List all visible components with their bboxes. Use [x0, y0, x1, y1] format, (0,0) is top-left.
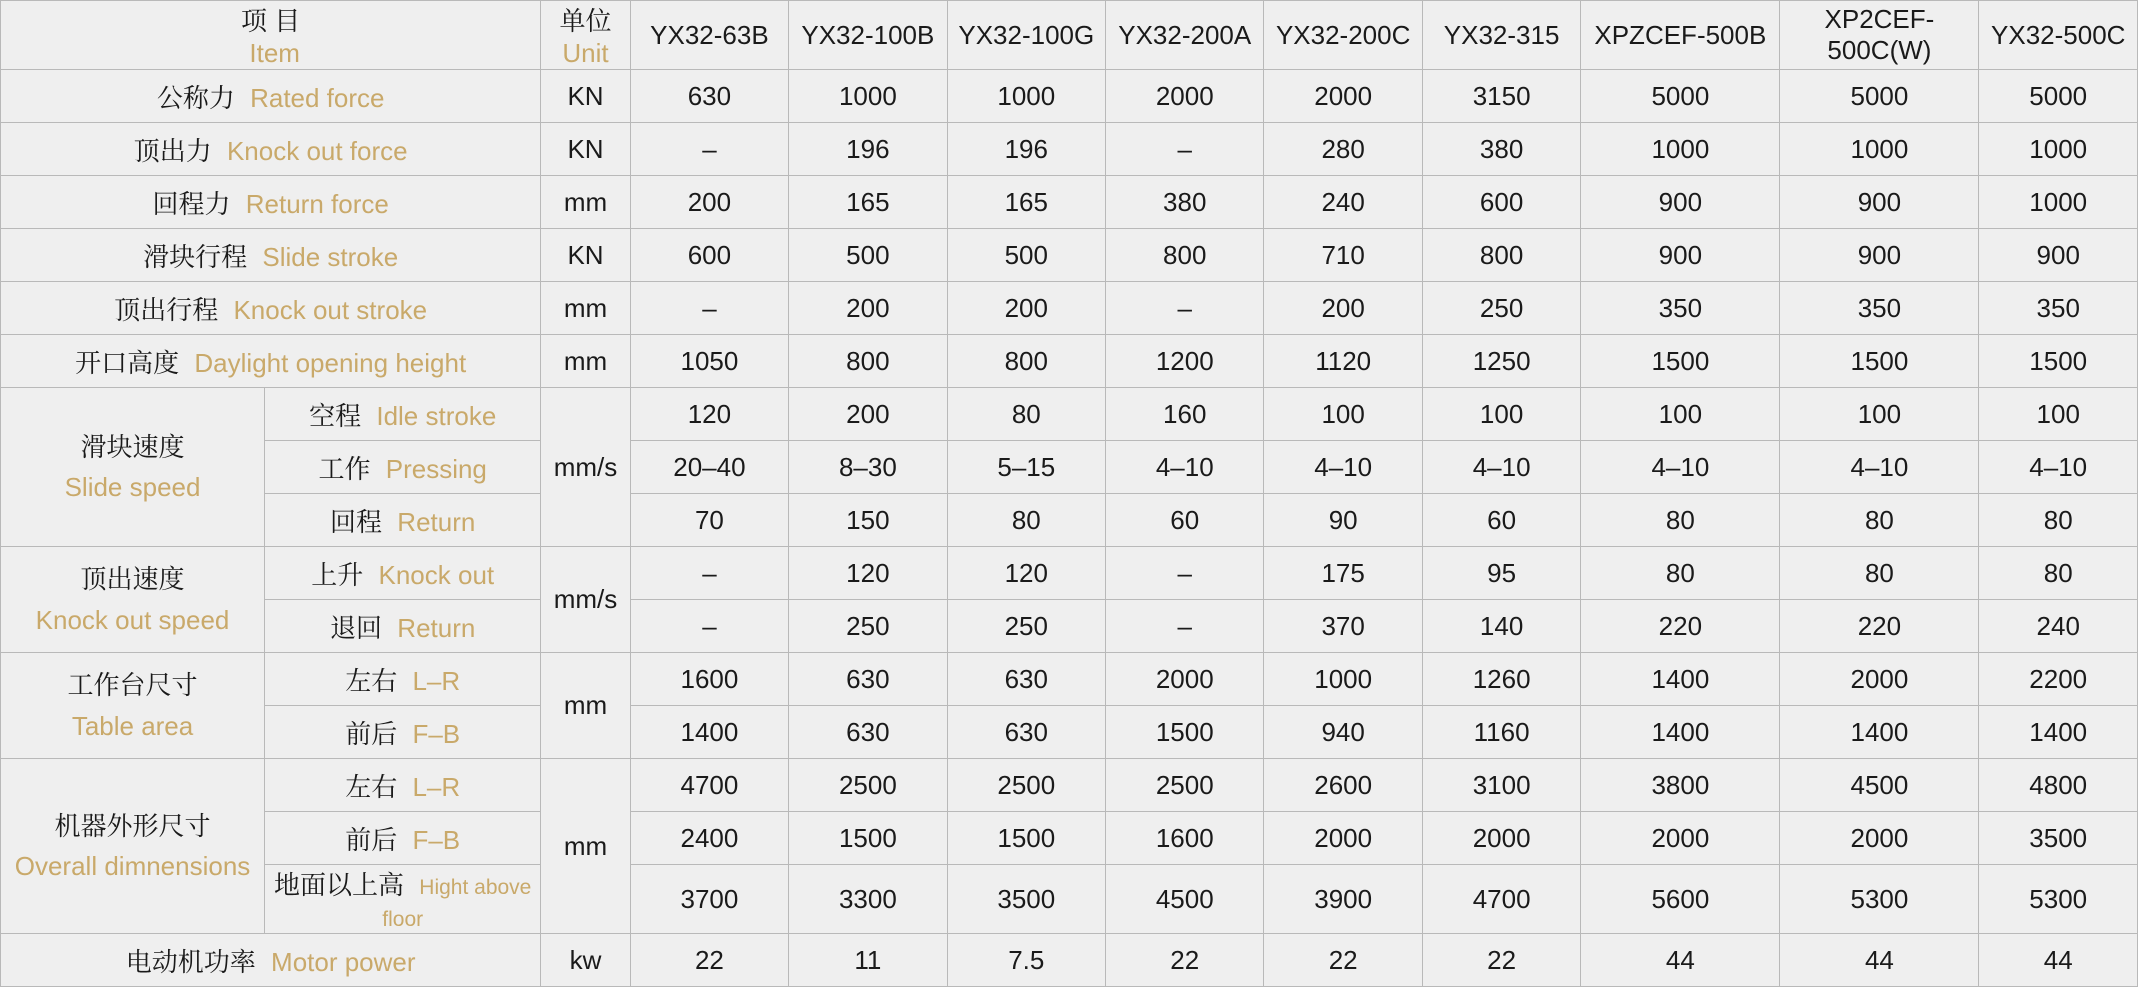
header-model-2: YX32-100G: [947, 1, 1105, 70]
cell-value: 95: [1422, 547, 1580, 600]
row-label-en: Return force: [245, 188, 389, 219]
cell-value: 2000: [1780, 653, 1979, 706]
cell-value: 900: [1780, 176, 1979, 229]
cell-value: 1500: [1581, 335, 1780, 388]
cell-value: 2400: [630, 812, 788, 865]
cell-value: 250: [947, 600, 1105, 653]
cell-value: 2000: [1106, 653, 1264, 706]
cell-value: 100: [1264, 388, 1422, 441]
cell-value: 2000: [1422, 812, 1580, 865]
cell-value: 1250: [1422, 335, 1580, 388]
cell-value: 1500: [947, 812, 1105, 865]
cell-value: 1600: [1106, 812, 1264, 865]
table-row: [1, 653, 2138, 706]
cell-value: 5300: [1979, 865, 2138, 934]
subrow-label-en: F–B: [412, 718, 461, 749]
cell-value: 11: [789, 934, 947, 987]
cell-value: 4500: [1780, 759, 1979, 812]
cell-value: 3500: [1979, 812, 2138, 865]
row-label: [1, 229, 541, 282]
row-label-cn: 电动机功率: [125, 946, 256, 977]
cell-value: 5000: [1780, 70, 1979, 123]
cell-value: 900: [1581, 229, 1780, 282]
cell-value: 200: [1264, 282, 1422, 335]
header-model-7: XP2CEF-500C(W): [1780, 1, 1979, 70]
subrow-label-en: Return: [397, 612, 476, 643]
cell-value: 900: [1581, 176, 1780, 229]
subrow-label: [265, 441, 541, 494]
cell-value: 5300: [1780, 865, 1979, 934]
row-label-cn: 滑块行程: [143, 241, 248, 272]
cell-value: 800: [1422, 229, 1580, 282]
table-row: [1, 759, 2138, 812]
cell-value: 8–30: [789, 441, 947, 494]
subrow-label: [265, 388, 541, 441]
cell-value: 630: [630, 70, 788, 123]
cell-value: 1050: [630, 335, 788, 388]
cell-value: 4800: [1979, 759, 2138, 812]
subrow-label-en: L–R: [412, 771, 461, 802]
cell-value: 1400: [1581, 706, 1780, 759]
cell-value: 80: [1581, 547, 1780, 600]
cell-value: 1000: [1780, 123, 1979, 176]
group-unit: mm: [541, 653, 630, 759]
cell-value: 630: [947, 653, 1105, 706]
cell-value: –: [1106, 600, 1264, 653]
subrow-label: [265, 759, 541, 812]
header-model-5: YX32-315: [1422, 1, 1580, 70]
cell-value: 80: [1780, 547, 1979, 600]
cell-value: 7.5: [947, 934, 1105, 987]
cell-value: 220: [1581, 600, 1780, 653]
cell-value: 5–15: [947, 441, 1105, 494]
header-model-0: YX32-63B: [630, 1, 788, 70]
cell-value: 1000: [1979, 176, 2138, 229]
cell-value: –: [1106, 123, 1264, 176]
group-unit: mm/s: [541, 388, 630, 547]
cell-value: 800: [1106, 229, 1264, 282]
subrow-label: [265, 812, 541, 865]
cell-value: 630: [789, 653, 947, 706]
cell-value: 4–10: [1979, 441, 2138, 494]
cell-value: 600: [1422, 176, 1580, 229]
cell-value: 500: [789, 229, 947, 282]
group-label-cn: 工作台尺寸: [67, 670, 198, 701]
table-row: [1, 335, 2138, 388]
table-row: [1, 123, 2138, 176]
group-label-en: Knock out speed: [35, 604, 230, 635]
row-label-en: Daylight opening height: [194, 347, 467, 378]
table-row: [1, 494, 2138, 547]
cell-value: 2000: [1106, 70, 1264, 123]
cell-value: 120: [789, 547, 947, 600]
cell-value: 1500: [1106, 706, 1264, 759]
subrow-label: [265, 865, 541, 934]
subrow-label: [265, 706, 541, 759]
cell-value: 100: [1979, 388, 2138, 441]
cell-value: 140: [1422, 600, 1580, 653]
cell-value: 60: [1106, 494, 1264, 547]
cell-value: 4500: [1106, 865, 1264, 934]
cell-value: 175: [1264, 547, 1422, 600]
table-row: [1, 812, 2138, 865]
table-row: [1, 706, 2138, 759]
row-label-en: Rated force: [250, 82, 385, 113]
cell-value: 150: [789, 494, 947, 547]
cell-value: –: [630, 123, 788, 176]
row-label: [1, 934, 541, 987]
cell-value: 380: [1422, 123, 1580, 176]
table-row: [1, 547, 2138, 600]
cell-value: 5000: [1581, 70, 1780, 123]
cell-value: 80: [1979, 547, 2138, 600]
cell-value: 2500: [947, 759, 1105, 812]
subrow-label-cn: 上升: [311, 559, 364, 590]
table-row: [1, 441, 2138, 494]
table-row: [1, 282, 2138, 335]
subrow-label-en: Knock out: [378, 559, 495, 590]
subrow-label: [265, 547, 541, 600]
cell-value: 3500: [947, 865, 1105, 934]
group-unit: mm/s: [541, 547, 630, 653]
subrow-label-cn: 退回: [330, 612, 383, 643]
row-label-cn: 开口高度: [75, 347, 180, 378]
cell-value: 1500: [1780, 335, 1979, 388]
cell-value: 250: [1422, 282, 1580, 335]
row-unit: mm: [541, 176, 630, 229]
cell-value: 120: [947, 547, 1105, 600]
cell-value: 80: [1780, 494, 1979, 547]
cell-value: 80: [947, 388, 1105, 441]
cell-value: 630: [947, 706, 1105, 759]
cell-value: 4–10: [1780, 441, 1979, 494]
row-unit: mm: [541, 282, 630, 335]
cell-value: 600: [630, 229, 788, 282]
table-row: [1, 229, 2138, 282]
row-unit: kw: [541, 934, 630, 987]
subrow-label: [265, 600, 541, 653]
cell-value: 1160: [1422, 706, 1580, 759]
cell-value: 1500: [1979, 335, 2138, 388]
cell-value: 4700: [1422, 865, 1580, 934]
cell-value: 220: [1780, 600, 1979, 653]
cell-value: 350: [1979, 282, 2138, 335]
row-label-en: Slide stroke: [262, 241, 399, 272]
cell-value: 100: [1581, 388, 1780, 441]
group-label-en: Table area: [71, 710, 194, 741]
cell-value: 900: [1979, 229, 2138, 282]
cell-value: 1400: [630, 706, 788, 759]
cell-value: 60: [1422, 494, 1580, 547]
cell-value: 1000: [1264, 653, 1422, 706]
cell-value: 500: [947, 229, 1105, 282]
subrow-label-en: Pressing: [385, 453, 487, 484]
cell-value: 1400: [1581, 653, 1780, 706]
cell-value: 120: [630, 388, 788, 441]
cell-value: –: [630, 547, 788, 600]
cell-value: 80: [947, 494, 1105, 547]
cell-value: 250: [789, 600, 947, 653]
table-row: [1, 176, 2138, 229]
subrow-label-cn: 回程: [330, 506, 383, 537]
cell-value: 900: [1780, 229, 1979, 282]
cell-value: 3300: [789, 865, 947, 934]
cell-value: 165: [947, 176, 1105, 229]
subrow-label-en: Hight above floor: [382, 876, 532, 931]
cell-value: 370: [1264, 600, 1422, 653]
cell-value: 1200: [1106, 335, 1264, 388]
group-label: [1, 759, 265, 934]
cell-value: 2500: [789, 759, 947, 812]
cell-value: 200: [630, 176, 788, 229]
header-unit: [541, 1, 630, 70]
cell-value: 4–10: [1581, 441, 1780, 494]
table-row: [1, 865, 2138, 934]
cell-value: 44: [1780, 934, 1979, 987]
header-item-cn: 项 目: [241, 6, 301, 36]
row-label-en: Knock out stroke: [233, 294, 428, 325]
cell-value: 3700: [630, 865, 788, 934]
subrow-label-en: Idle stroke: [376, 400, 497, 431]
cell-value: 4–10: [1106, 441, 1264, 494]
subrow-label-en: F–B: [412, 824, 461, 855]
cell-value: 2000: [1780, 812, 1979, 865]
header-model-6: XPZCEF-500B: [1581, 1, 1780, 70]
group-label-cn: 滑块速度: [80, 431, 185, 462]
header-item-en: Item: [249, 38, 300, 68]
cell-value: 1000: [1979, 123, 2138, 176]
row-label-en: Motor power: [271, 946, 416, 977]
row-unit: mm: [541, 335, 630, 388]
cell-value: 2200: [1979, 653, 2138, 706]
cell-value: 165: [789, 176, 947, 229]
cell-value: 100: [1422, 388, 1580, 441]
cell-value: 200: [947, 282, 1105, 335]
subrow-label-en: L–R: [412, 665, 461, 696]
cell-value: 20–40: [630, 441, 788, 494]
cell-value: 3150: [1422, 70, 1580, 123]
cell-value: 80: [1979, 494, 2138, 547]
cell-value: 44: [1979, 934, 2138, 987]
cell-value: 1400: [1780, 706, 1979, 759]
group-label-en: Slide speed: [64, 472, 201, 502]
subrow-label: [265, 494, 541, 547]
table-row: [1, 70, 2138, 123]
table-row: [1, 388, 2138, 441]
cell-value: –: [1106, 547, 1264, 600]
header-item: [1, 1, 541, 70]
header-model-4: YX32-200C: [1264, 1, 1422, 70]
cell-value: 22: [630, 934, 788, 987]
row-unit: KN: [541, 70, 630, 123]
subrow-label-en: Return: [397, 506, 476, 537]
row-label: [1, 335, 541, 388]
group-label-cn: 机器外形尺寸: [54, 810, 211, 841]
cell-value: –: [630, 282, 788, 335]
cell-value: 1260: [1422, 653, 1580, 706]
cell-value: 1600: [630, 653, 788, 706]
row-label-cn: 顶出行程: [114, 294, 219, 325]
cell-value: 1500: [789, 812, 947, 865]
cell-value: 100: [1780, 388, 1979, 441]
group-label: [1, 547, 265, 653]
cell-value: 940: [1264, 706, 1422, 759]
cell-value: 70: [630, 494, 788, 547]
row-label-en: Knock out force: [226, 135, 408, 166]
cell-value: 800: [789, 335, 947, 388]
cell-value: 240: [1979, 600, 2138, 653]
cell-value: 1000: [947, 70, 1105, 123]
cell-value: 160: [1106, 388, 1264, 441]
cell-value: 240: [1264, 176, 1422, 229]
table-row: [1, 934, 2138, 987]
cell-value: 90: [1264, 494, 1422, 547]
cell-value: 200: [789, 388, 947, 441]
cell-value: 3800: [1581, 759, 1780, 812]
group-unit: mm: [541, 759, 630, 934]
row-label: [1, 70, 541, 123]
subrow-label-cn: 左右: [345, 771, 398, 802]
cell-value: 1400: [1979, 706, 2138, 759]
cell-value: 2000: [1264, 70, 1422, 123]
cell-value: 1120: [1264, 335, 1422, 388]
cell-value: 2000: [1264, 812, 1422, 865]
row-label: [1, 176, 541, 229]
row-label-cn: 顶出力: [133, 135, 212, 166]
cell-value: –: [630, 600, 788, 653]
cell-value: 280: [1264, 123, 1422, 176]
header-model-8: YX32-500C: [1979, 1, 2138, 70]
cell-value: 1000: [789, 70, 947, 123]
group-label: [1, 653, 265, 759]
cell-value: 2500: [1106, 759, 1264, 812]
row-unit: KN: [541, 123, 630, 176]
table-header-row: [1, 1, 2138, 70]
header-model-1: YX32-100B: [789, 1, 947, 70]
group-label: [1, 388, 265, 547]
subrow-label-cn: 空程: [309, 400, 362, 431]
table-row: [1, 600, 2138, 653]
cell-value: 800: [947, 335, 1105, 388]
cell-value: 200: [789, 282, 947, 335]
cell-value: –: [1106, 282, 1264, 335]
cell-value: 5600: [1581, 865, 1780, 934]
cell-value: 196: [947, 123, 1105, 176]
row-unit: KN: [541, 229, 630, 282]
cell-value: 4–10: [1422, 441, 1580, 494]
cell-value: 5000: [1979, 70, 2138, 123]
cell-value: 350: [1581, 282, 1780, 335]
header-unit-cn: 单位: [559, 6, 612, 36]
cell-value: 3900: [1264, 865, 1422, 934]
subrow-label-cn: 前后: [345, 718, 398, 749]
cell-value: 350: [1780, 282, 1979, 335]
cell-value: 196: [789, 123, 947, 176]
subrow-label-cn: 工作: [318, 453, 371, 484]
cell-value: 3100: [1422, 759, 1580, 812]
cell-value: 22: [1106, 934, 1264, 987]
subrow-label-cn: 地面以上高: [274, 870, 405, 900]
subrow-label-cn: 前后: [345, 824, 398, 855]
subrow-label: [265, 653, 541, 706]
row-label-cn: 回程力: [152, 188, 231, 219]
header-model-3: YX32-200A: [1106, 1, 1264, 70]
row-label-cn: 公称力: [156, 82, 235, 113]
cell-value: 2000: [1581, 812, 1780, 865]
cell-value: 22: [1264, 934, 1422, 987]
cell-value: 1000: [1581, 123, 1780, 176]
header-unit-en: Unit: [562, 38, 609, 68]
cell-value: 710: [1264, 229, 1422, 282]
cell-value: 4–10: [1264, 441, 1422, 494]
cell-value: 44: [1581, 934, 1780, 987]
cell-value: 630: [789, 706, 947, 759]
row-label: [1, 282, 541, 335]
row-label: [1, 123, 541, 176]
cell-value: 380: [1106, 176, 1264, 229]
cell-value: 2600: [1264, 759, 1422, 812]
cell-value: 4700: [630, 759, 788, 812]
cell-value: 22: [1422, 934, 1580, 987]
group-label-cn: 顶出速度: [80, 564, 185, 595]
cell-value: 80: [1581, 494, 1780, 547]
subrow-label-cn: 左右: [345, 665, 398, 696]
group-label-en: Overall dimnensions: [14, 851, 251, 881]
